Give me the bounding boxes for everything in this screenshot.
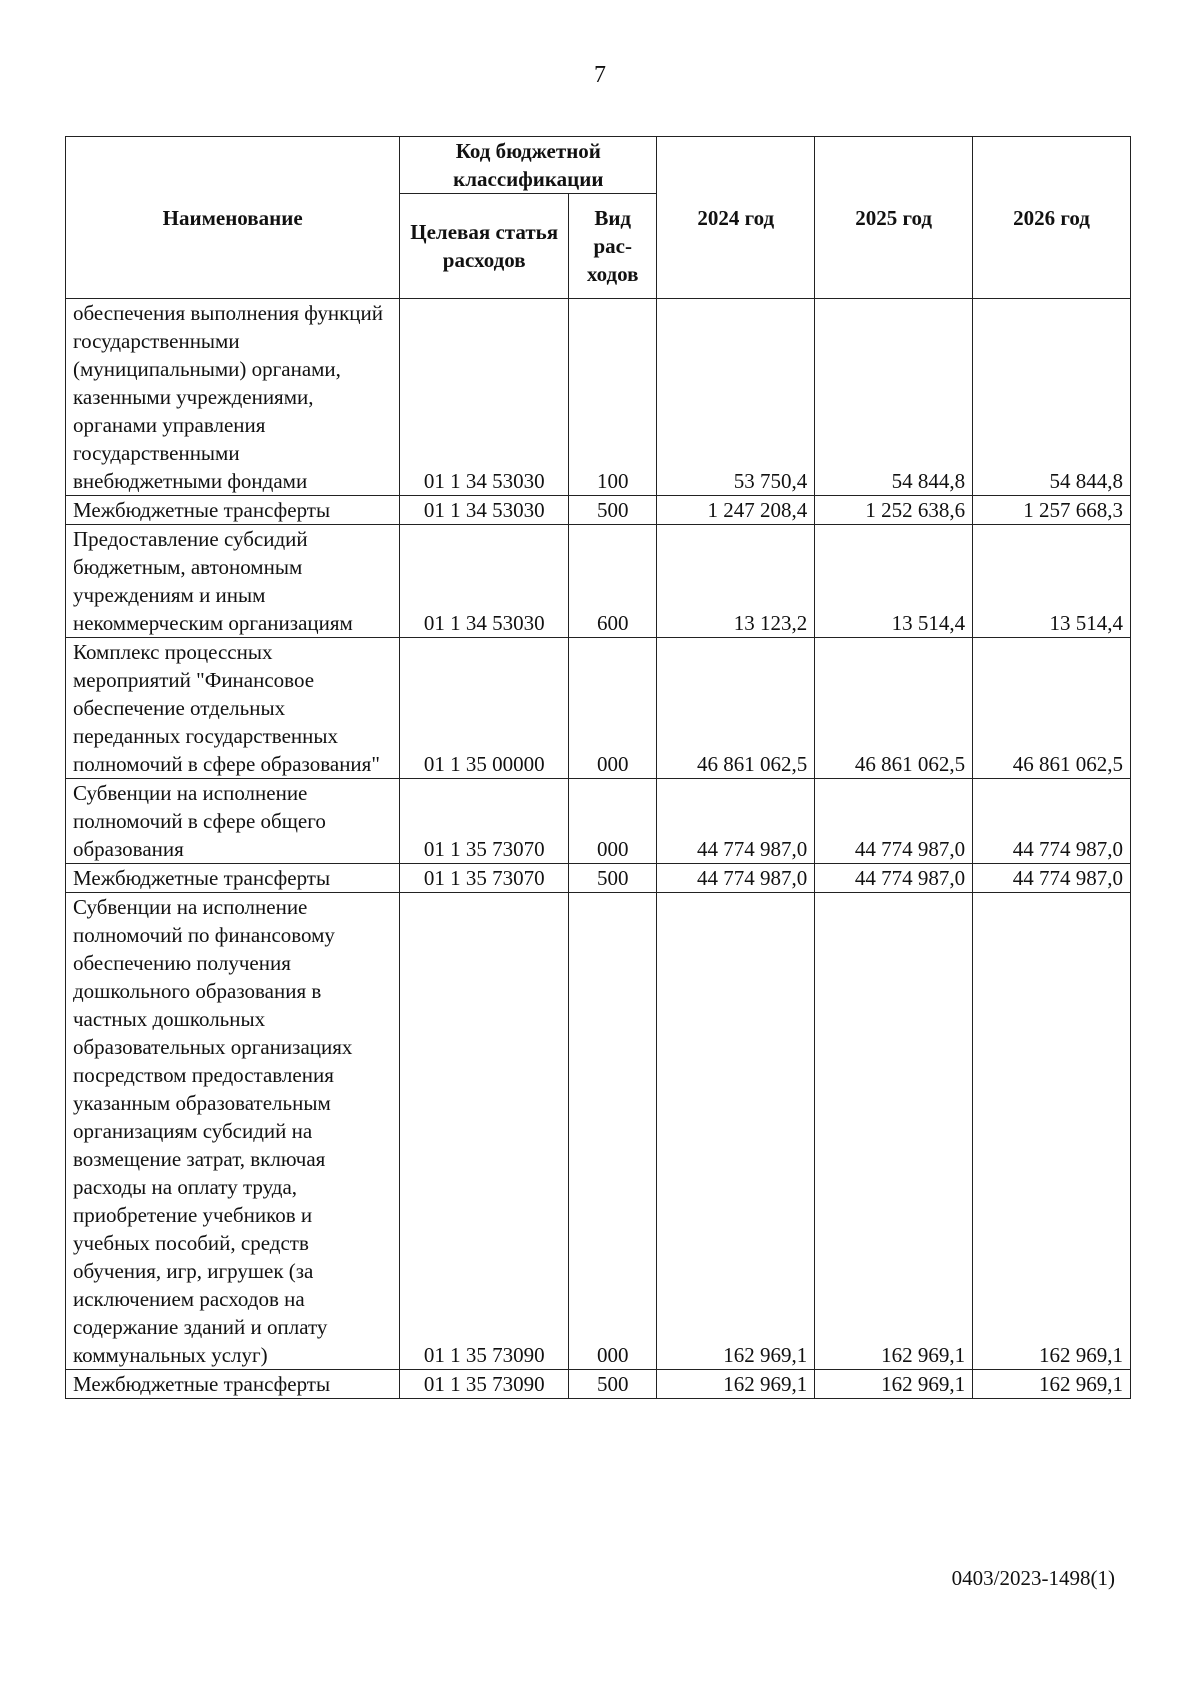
header-name: Наименование (66, 137, 400, 299)
row-name: Комплекс процессных мероприятий "Финансовое обеспечение отдельных переданных государственных полномочий в сфере образования" (66, 638, 400, 779)
header-year-2026: 2026 год (973, 137, 1131, 299)
row-value-2025: 162 969,1 (815, 1370, 973, 1399)
document-id: 0403/2023-1498(1) (951, 1566, 1115, 1590)
row-target-article: 01 1 34 53030 (400, 525, 569, 638)
header-classification: Код бюджетной классификации (400, 137, 657, 194)
header-year-2025: 2025 год (815, 137, 973, 299)
row-value-2026: 162 969,1 (973, 1370, 1131, 1399)
row-name: Субвенции на исполнение полномочий в сфере общего образования (66, 779, 400, 864)
row-value-2025: 13 514,4 (815, 525, 973, 638)
table-row (66, 299, 1131, 496)
row-expense-kind: 500 (569, 1370, 657, 1399)
row-value-2025: 44 774 987,0 (815, 864, 973, 893)
row-name: Межбюджетные трансферты (66, 1370, 400, 1399)
row-expense-kind: 000 (569, 893, 657, 1370)
row-target-article: 01 1 35 73090 (400, 893, 569, 1370)
row-value-2024: 13 123,2 (657, 525, 815, 638)
row-name: Субвенции на исполнение полномочий по финансовому обеспечению получения дошкольного образования в частных дошкольных образовательных организациях посредством предоставления указанным образовательным организациям субсидий на возмещение затрат, включая расходы на оплату труда, приобретение учебников и учебных пособий, средств обучения, игр, игрушек (за исключением расходов на содержание зданий и оплату коммунальных услуг) (66, 893, 400, 1370)
table-row (66, 1370, 1131, 1399)
row-expense-kind: 000 (569, 638, 657, 779)
row-target-article: 01 1 34 53030 (400, 299, 569, 496)
row-target-article: 01 1 35 73090 (400, 1370, 569, 1399)
row-value-2026: 54 844,8 (973, 299, 1131, 496)
table-row (66, 638, 1131, 779)
row-value-2025: 44 774 987,0 (815, 779, 973, 864)
table-header (66, 137, 1131, 299)
row-target-article: 01 1 35 73070 (400, 864, 569, 893)
row-name: Межбюджетные трансферты (66, 864, 400, 893)
row-value-2026: 1 257 668,3 (973, 496, 1131, 525)
row-expense-kind: 500 (569, 864, 657, 893)
row-target-article: 01 1 35 73070 (400, 779, 569, 864)
table-row (66, 893, 1131, 1370)
row-name: Предоставление субсидий бюджетным, автономным учреждениям и иным некоммерческим организациям (66, 525, 400, 638)
row-value-2024: 162 969,1 (657, 893, 815, 1370)
row-expense-kind: 500 (569, 496, 657, 525)
row-target-article: 01 1 34 53030 (400, 496, 569, 525)
table-body (66, 299, 1131, 1399)
row-expense-kind: 100 (569, 299, 657, 496)
row-expense-kind: 600 (569, 525, 657, 638)
page-number: 7 (594, 62, 606, 88)
header-target-article: Целевая статья расходов (400, 194, 569, 299)
header-year-2024: 2024 год (657, 137, 815, 299)
row-value-2026: 44 774 987,0 (973, 864, 1131, 893)
budget-table (65, 136, 1131, 1399)
row-value-2025: 46 861 062,5 (815, 638, 973, 779)
row-value-2026: 46 861 062,5 (973, 638, 1131, 779)
row-name: Межбюджетные трансферты (66, 496, 400, 525)
table-row (66, 864, 1131, 893)
row-value-2024: 46 861 062,5 (657, 638, 815, 779)
table-row (66, 525, 1131, 638)
row-value-2025: 162 969,1 (815, 893, 973, 1370)
header-expense-kind: Вид рас-ходов (569, 194, 657, 299)
row-expense-kind: 000 (569, 779, 657, 864)
row-value-2024: 44 774 987,0 (657, 779, 815, 864)
table-row (66, 496, 1131, 525)
row-value-2026: 44 774 987,0 (973, 779, 1131, 864)
table-row (66, 779, 1131, 864)
row-value-2024: 44 774 987,0 (657, 864, 815, 893)
row-value-2025: 1 252 638,6 (815, 496, 973, 525)
row-name: обеспечения выполнения функций государственными (муниципальными) органами, казенными учреждениями, органами управления государственными внебюджетными фондами (66, 299, 400, 496)
row-value-2024: 162 969,1 (657, 1370, 815, 1399)
row-value-2025: 54 844,8 (815, 299, 973, 496)
row-target-article: 01 1 35 00000 (400, 638, 569, 779)
row-value-2026: 162 969,1 (973, 893, 1131, 1370)
row-value-2026: 13 514,4 (973, 525, 1131, 638)
row-value-2024: 53 750,4 (657, 299, 815, 496)
row-value-2024: 1 247 208,4 (657, 496, 815, 525)
